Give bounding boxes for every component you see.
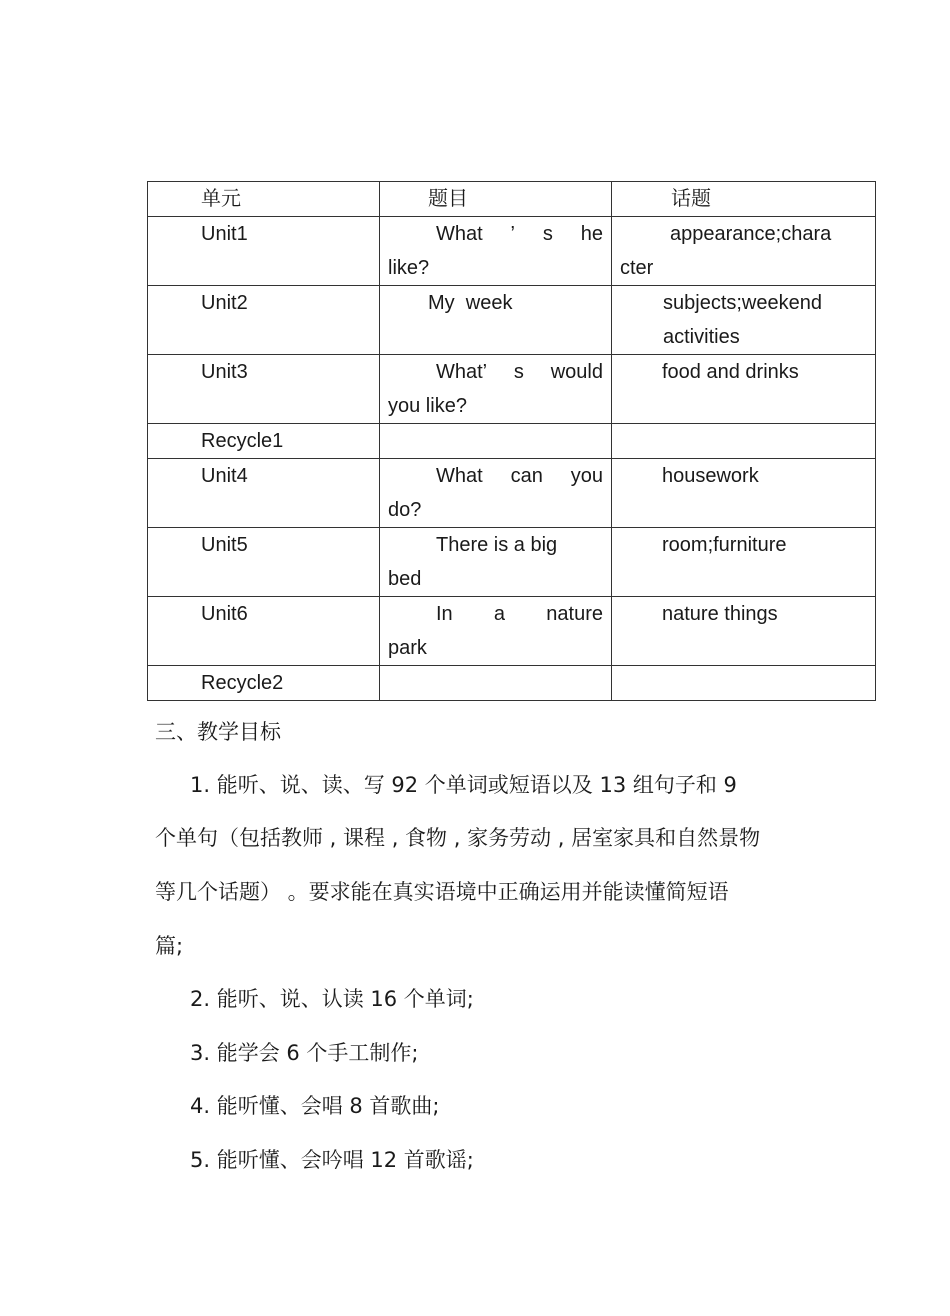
objective-1-line-3: 等几个话题） 。要求能在真实语境中正确运用并能读懂简短语 — [155, 880, 729, 904]
table-row — [148, 355, 876, 424]
topic-cell: room;furniture — [612, 528, 876, 597]
title-cell — [380, 217, 612, 286]
unit-cell: Recycle1 — [148, 424, 380, 459]
objective-1-line-4: 篇; — [155, 934, 184, 958]
header-unit: 单元 — [148, 182, 380, 217]
table-row — [148, 424, 876, 459]
topic-cell: subjects;weekend activities — [612, 286, 876, 355]
objective-1-line-1: 1. 能听、说、读、写 92 个单词或短语以及 13 组句子和 9 — [190, 773, 737, 797]
unit-table — [147, 181, 876, 701]
unit-cell: Unit4 — [148, 459, 380, 528]
table-row — [148, 666, 876, 701]
header-title: 题目 — [380, 182, 612, 217]
table-row — [148, 597, 876, 666]
title-cell — [380, 666, 612, 701]
title-cell: What can you do? — [380, 459, 612, 528]
section-title: 三、教学目标 — [155, 720, 281, 744]
table-row — [148, 528, 876, 597]
table-row — [148, 217, 876, 286]
title-line-2: like? — [388, 257, 430, 279]
objective-5: 5. 能听懂、会吟唱 12 首歌谣; — [190, 1148, 474, 1172]
title-cell — [380, 424, 612, 459]
unit-cell: Unit2 — [148, 286, 380, 355]
unit-cell: Unit5 — [148, 528, 380, 597]
title-cell: In a nature park — [380, 597, 612, 666]
table-row — [148, 459, 876, 528]
objective-1-line-2: 个单句（包括教师 , 课程 , 食物 , 家务劳动 , 居室家具和自然景物 — [155, 826, 761, 850]
topic-cell — [612, 666, 876, 701]
unit-cell: Unit1 — [148, 217, 380, 286]
topic-cell: food and drinks — [612, 355, 876, 424]
title-line-1: What ’ s he — [436, 223, 603, 245]
table-row — [148, 286, 876, 355]
unit-cell: Unit3 — [148, 355, 380, 424]
table-header-row — [148, 182, 876, 217]
title-cell: There is a big bed — [380, 528, 612, 597]
topic-cell: nature things — [612, 597, 876, 666]
unit-cell: Recycle2 — [148, 666, 380, 701]
topic-cell: housework — [612, 459, 876, 528]
title-cell: My week — [380, 286, 612, 355]
objective-4: 4. 能听懂、会唱 8 首歌曲; — [190, 1094, 440, 1118]
topic-cell — [612, 424, 876, 459]
objective-2: 2. 能听、说、认读 16 个单词; — [190, 987, 474, 1011]
header-topic: 话题 — [612, 182, 876, 217]
objective-3: 3. 能学会 6 个手工制作; — [190, 1041, 419, 1065]
title-cell: What’ s would you like? — [380, 355, 612, 424]
unit-cell: Unit6 — [148, 597, 380, 666]
topic-cell: appearance;chara cter — [612, 217, 876, 286]
